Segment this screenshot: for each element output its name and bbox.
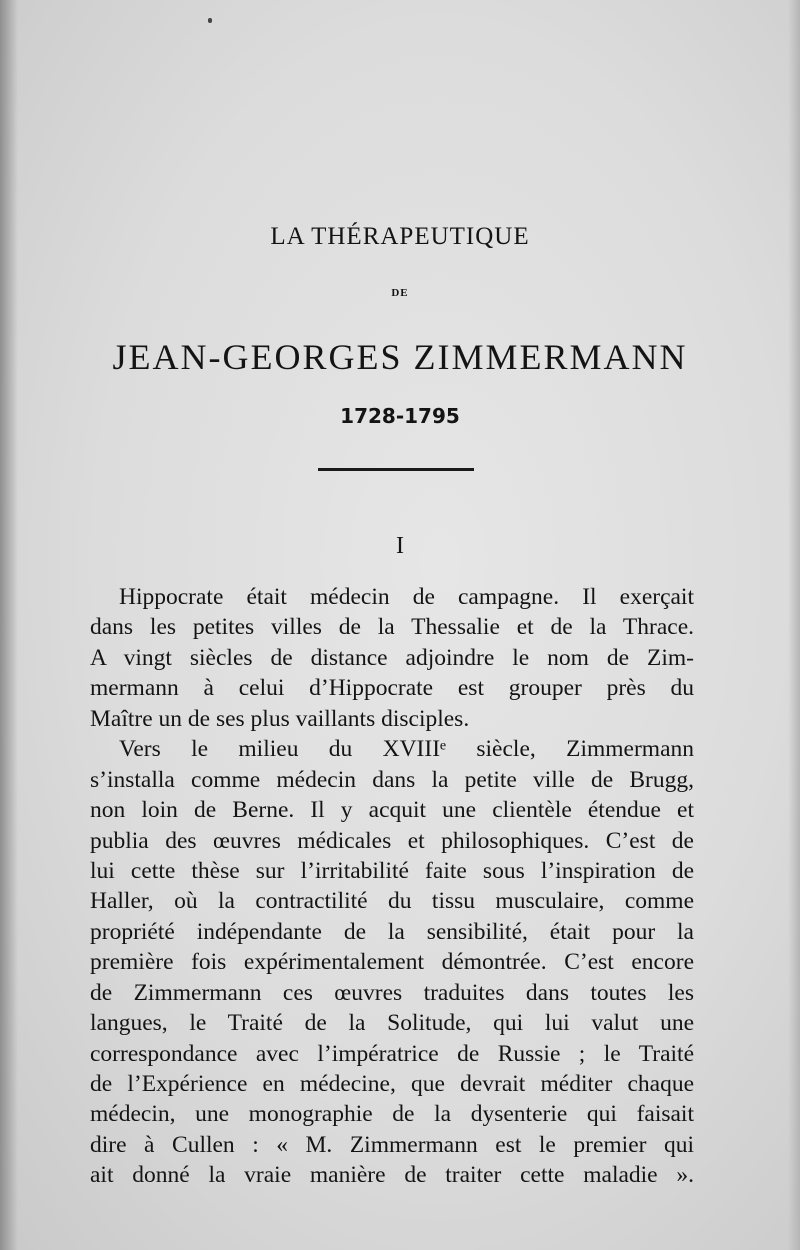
text-line: lui cette thèse sur l’irritabilité faite sous l’inspiration de xyxy=(90,857,694,884)
page-title: JEAN-GEORGES ZIMMERMANN xyxy=(112,337,688,377)
text-line: de Zimmermann ces œuvres traduites dans toutes les xyxy=(90,979,694,1006)
text-line: de l’Expérience en médecine, que devrait méditer chaque xyxy=(90,1071,694,1097)
page-shadow-right xyxy=(788,0,800,1250)
text-line: Vers le milieu du XVIIIᵉ siècle, Zimmermann xyxy=(119,736,694,763)
title-top: LA THÉRAPEUTIQUE xyxy=(270,223,530,250)
text-line: Haller, où la contractilité du tissu musculaire, comme xyxy=(90,888,694,915)
text-line: publia des œuvres médicales et philosophiques. C’est de xyxy=(90,827,694,854)
ink-speck xyxy=(208,18,212,23)
page-shadow-left xyxy=(0,0,18,1250)
text-line: Maître un de ses plus vaillants disciples. xyxy=(90,705,470,732)
text-line: première fois expérimentalement démontrée. C’est encore xyxy=(90,949,694,976)
text-line: langues, le Traité de la Solitude, qui lui valut une xyxy=(90,1010,694,1037)
text-line: mermann à celui d’Hippocrate est grouper près du xyxy=(90,675,694,702)
text-line: médecin, une monographie de la dysenterie qui faisait xyxy=(90,1101,694,1128)
text-line: ait donné la vraie manière de traiter cette maladie ». xyxy=(90,1162,694,1189)
text-line: Hippocrate était médecin de campagne. Il exerçait xyxy=(119,584,694,610)
title-divider xyxy=(318,468,474,471)
body-text xyxy=(90,582,694,1191)
life-dates: 1728-1795 xyxy=(340,404,460,428)
text-line: correspondance avec l’impératrice de Russie ; le Traité xyxy=(90,1040,694,1067)
text-line: dans les petites villes de la Thessalie et de la Thrace. xyxy=(90,614,694,641)
title-connector: DE xyxy=(391,287,409,299)
text-line: s’installa comme médecin dans la petite ville de Brugg, xyxy=(90,766,694,793)
text-line: non loin de Berne. Il y acquit une clientèle étendue et xyxy=(90,797,694,824)
section-number: I xyxy=(396,533,404,559)
text-line: dire à Cullen : « M. Zimmermann est le premier qui xyxy=(90,1131,694,1158)
text-line: A vingt siècles de distance adjoindre le nom de Zim- xyxy=(90,644,694,671)
text-line: propriété indépendante de la sensibilité, était pour la xyxy=(90,918,694,945)
